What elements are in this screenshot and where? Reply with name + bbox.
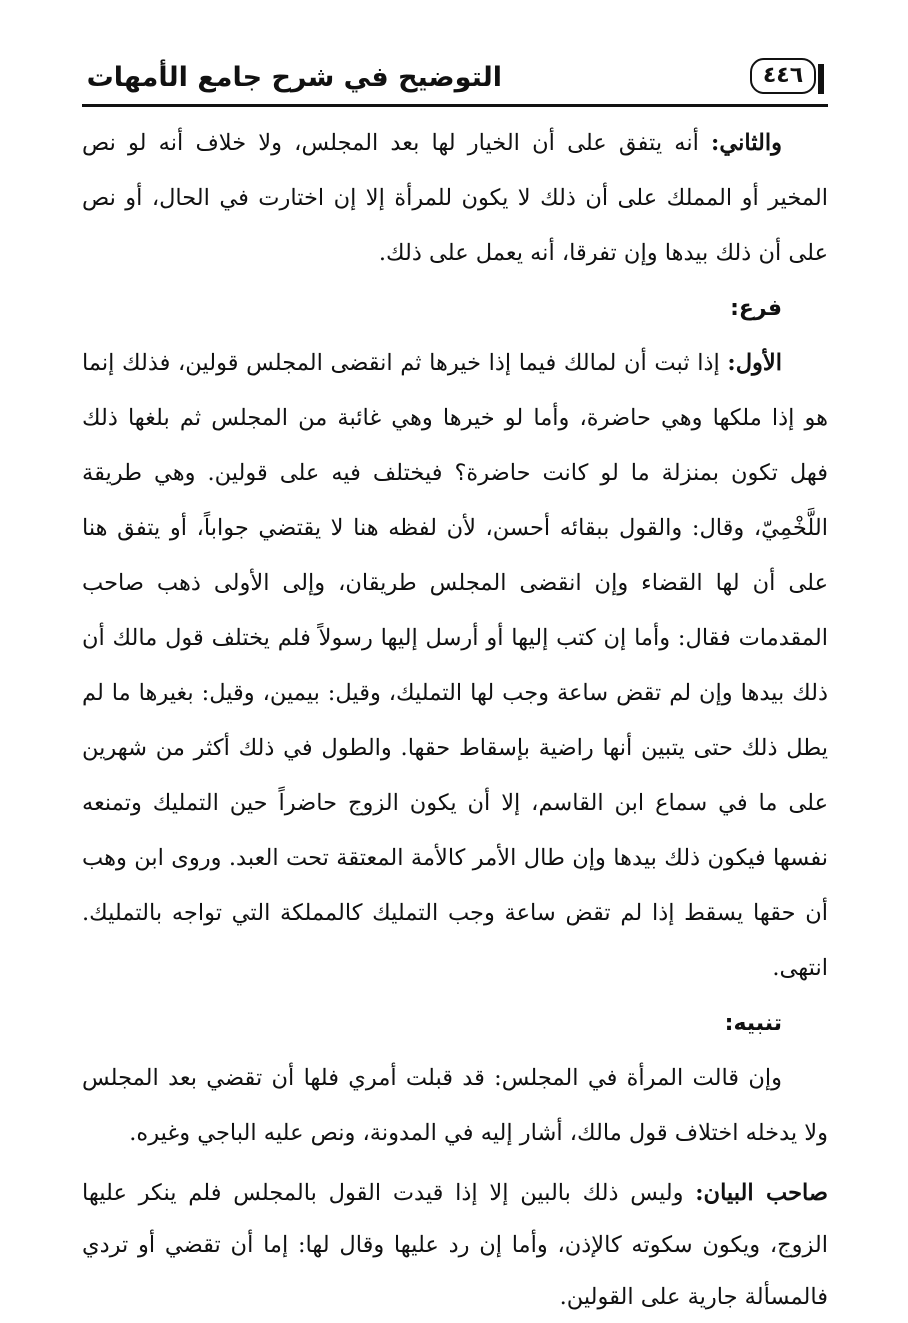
badge-ornament <box>818 64 824 94</box>
paragraph-body: وإن قالت المرأة في المجلس: قد قبلت أمري فلها أن تقضي بعد المجلس ولا يدخله اختلاف قول مالك، أشار إليه في المدونة، ونص عليه الباجي وغيره. <box>82 1065 828 1146</box>
page-number: ٤٤٦ <box>762 63 804 88</box>
paragraph-body: إذا ثبت أن لمالك فيما إذا خيرها ثم انقضى المجلس قولين، فذلك إنما هو إذا ملكها وهي حاضرة، وأما لو خيرها وهي غائبة من المجلس ثم بلغها ذلك فهل تكون بمنزلة ما لو كانت حاضرة؟ فيختلف فيه على قولين. وهي طريقة اللَّخْمِيّ، وقال: والقول ببقائه أحسن، لأن لفظه هنا لا يقتضي جواباً، أو يتفق هنا على أن لها القضاء وإن انقضى المجلس طريقان، وإلى الأولى ذهب صاحب المقدمات فقال: وأما إن كتب إليها أو أرسل إليها رسولاً فلم يختلف قول مالك أن ذلك بيدها وإن لم تقض ساعة وجب لها التمليك، وقيل: بيمين، وقيل: بغيرها ما لم يطل ذلك حتى يتبين أنها راضية بإسقاط حقها. والطول في ذلك أكثر من شهرين على ما في سماع ابن القاسم، إلا أن يكون الزوج حاضراً حين التمليك وتمنعه نفسها فيكون ذلك بيدها وإن طال الأمر كالأمة المعتقة تحت العبد. وروى ابن وهب أن حقها يسقط إذا لم تقض ساعة وجب التمليك كالمملكة التي تواجه بالتمليك. انتهى. <box>82 350 828 981</box>
page-number-badge <box>750 58 816 94</box>
paragraph-body: أنه يتفق على أن الخيار لها بعد المجلس، ولا خلاف أنه لو نص المخير أو المملك على أن ذلك لا يكون للمرأة إلا إن اختارت في الحال، أو نص على أن ذلك بيدها وإن تفرقا، أنه يعمل على ذلك. <box>82 130 828 266</box>
section-heading-notice: تنبيه: <box>724 1011 782 1036</box>
section-heading-branch: فرع: <box>730 296 782 321</box>
paragraph-lead: والثاني: <box>711 130 782 156</box>
running-title-wrap <box>82 56 502 100</box>
paragraph-lead: صاحب البيان: <box>695 1180 829 1206</box>
header-rule <box>82 104 828 107</box>
paragraph-sahib-al-bayan <box>82 1167 828 1323</box>
paragraph-first-issue <box>82 336 828 996</box>
paragraph-body: وليس ذلك بالبين إلا إذا قيدت القول بالمجلس فلم ينكر عليها الزوج، ويكون سكوته كالإذن، وأما إن رد عليها وقال لها: إما أن تقضي أو تردي فالمسألة جارية على القولين. <box>82 1180 828 1310</box>
paragraph-second-view <box>82 116 828 281</box>
page-header <box>82 56 828 108</box>
paragraph-notice <box>82 1051 828 1161</box>
running-title: التوضيح في شرح جامع الأمهات <box>86 62 502 93</box>
paragraph-lead: الأول: <box>727 350 782 376</box>
main-text <box>82 116 828 1323</box>
